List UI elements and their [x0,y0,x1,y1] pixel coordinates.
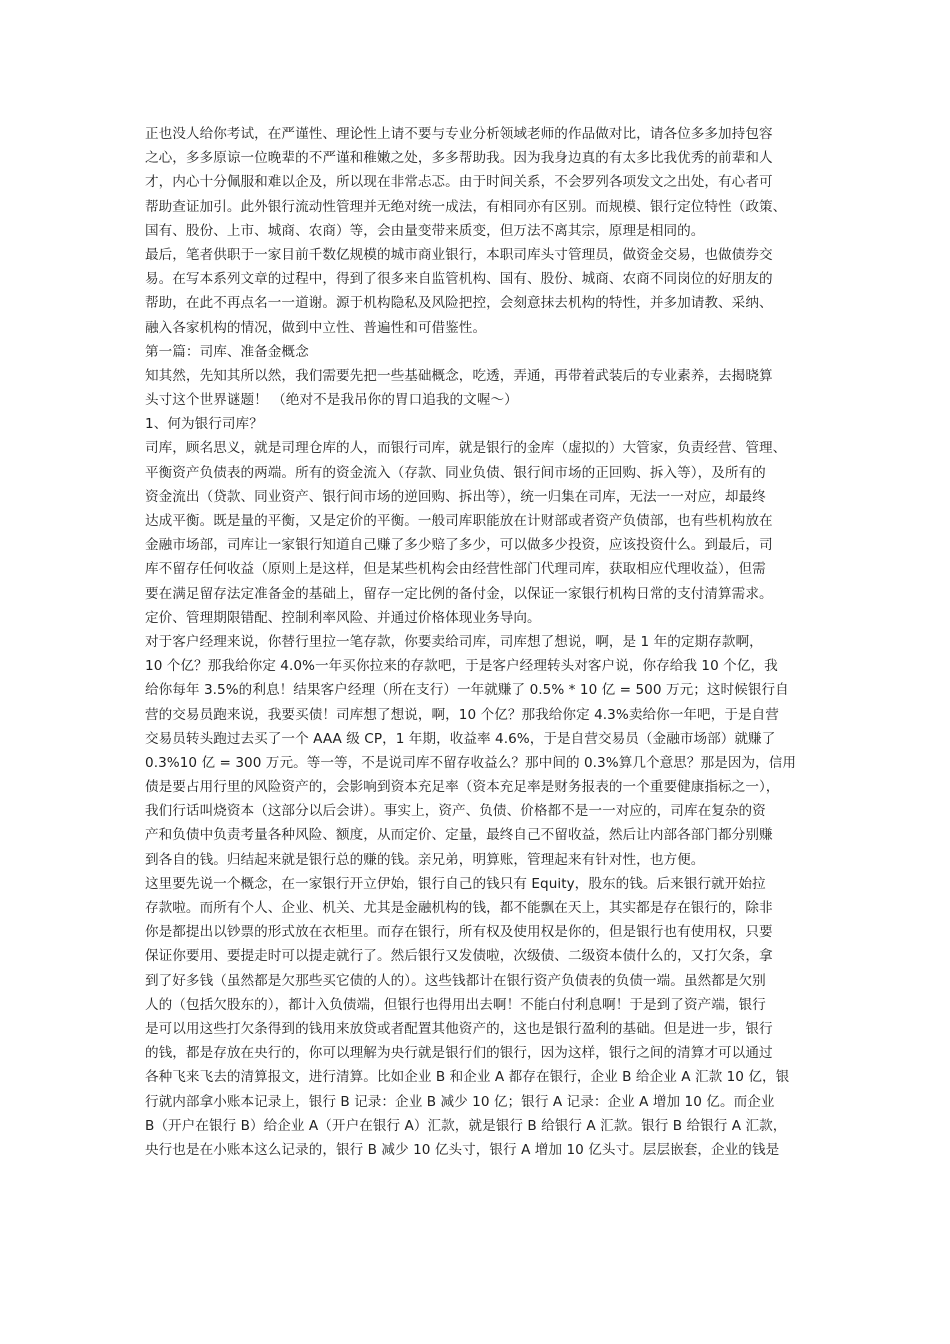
text-line: 帮助查证加引。此外银行流动性管理并无绝对统一成法，有相同亦有区别。而规模、银行定位特性（政策、 [145,198,787,215]
text-line: 债是要占用行里的风险资产的，会影响到资本充足率（资本充足率是财务报表的一个重要健康指标之一）， [145,779,780,796]
text-line: 库不留存任何收益（原则上是这样，但是某些机构会由经营性部门代理司库，获取相应代理收益），但需 [145,561,766,578]
text-line: 定价、管理期限错配、控制利率风险、并通过价格体现业务导向。 [145,609,541,626]
document-body [145,122,815,1162]
text-line: 国有、股份、上市、城商、农商）等，会由量变带来质变，但万法不离其宗，原理是相同的。 [145,222,705,239]
text-line: 最后，笔者供职于一家目前千数亿规模的城市商业银行，本职司库头寸管理员，做资金交易，也做债券交 [145,246,773,263]
text-line: 你是都提出以钞票的形式放在衣柜里。而存在银行，所有权及使用权是你的，但是银行也有使用权，只要 [145,924,773,941]
text-line: 央行也是在小账本这么记录的，银行 B 减少 10 亿头寸，银行 A 增加 10 亿头寸。层层嵌套，企业的钱是 [145,1141,780,1158]
text-line: 司库，顾名思义，就是司理仓库的人，而银行司库，就是银行的金库（虚拟的）大管家，负责经营、管理、 [145,440,787,457]
text-line: 产和负债中负责考量各种风险、额度，从而定价、定量，最终自己不留收益，然后让内部各部门都分别赚 [145,827,773,844]
text-line: 交易员转头跑过去买了一个 AAA 级 CP，1 年期，收益率 4.6%，于是自营交易员（金融市场部）就赚了 [145,730,776,747]
text-line: 融入各家机构的情况，做到中立性、普遍性和可借鉴性。 [145,319,487,336]
text-line: B（开户在银行 B）给企业 A（开户在银行 A）汇款，就是银行 B 给银行 A 汇款。银行 B 给银行 A 汇款， [145,1117,787,1134]
text-line: 帮助，在此不再点名一一道谢。源于机构隐私及风险把控，会刻意抹去机构的特性，并多加请教、采纳、 [145,295,773,312]
text-line: 才，内心十分佩服和难以企及，所以现在非常忐忑。由于时间关系，不会罗列各项发文之出处，有心者可 [145,174,773,191]
text-line: 达成平衡。既是量的平衡，又是定价的平衡。一般司库职能放在计财部或者资产负债部，也有些机构放在 [145,513,773,529]
text-line: 正也没人给你考试，在严谨性、理论性上请不要与专业分析领域老师的作品做对比，请各位多多加持包容 [145,126,773,142]
subsection-heading: 1、何为银行司库？ [145,416,263,433]
text-line: 到了好多钱（虽然都是欠那些买它债的人的）。这些钱都计在银行资产负债表的负债一端。虽然都是欠别 [145,972,766,989]
text-line: 到各自的钱。归结起来就是银行总的赚的钱。亲兄弟，明算账，管理起来有针对性，也方便。 [145,851,705,868]
text-line: 营的交易员跑来说，我要买债！司库想了想说，啊，10 个亿？那我给你定 4.3%卖给你一年吧，于是自营 [145,706,779,723]
text-line: 金融市场部，司库让一家银行知道自己赚了多少赔了多少，可以做多少投资，应该投资什么。到最后，司 [145,537,773,554]
text-line: 的钱，都是存放在央行的，你可以理解为央行就是银行们的银行，因为这样，银行之间的清算才可以通过 [145,1045,773,1062]
section-heading: 第一篇：司库、准备金概念 [145,343,309,360]
text-line: 要在满足留存法定准备金的基础上，留存一定比例的备付金，以保证一家银行机构日常的支付清算需求。 [145,585,773,602]
text-line: 头寸这个世界谜题！ （绝对不是我吊你的胃口追我的文喔～） [145,392,518,409]
text-line: 0.3%10 亿 = 300 万元。等一等，不是说司库不留存收益么？那中间的 0.3%算几个意思？那是因为，信用 [145,754,797,771]
text-line: 保证你要用、要提走时可以提走就行了。然后银行又发债啦，次级债、二级资本债什么的，又打欠条，拿 [145,948,773,965]
text-line: 易。在写本系列文章的过程中，得到了很多来自监管机构、国有、股份、城商、农商不同岗位的好朋友的 [145,271,773,288]
text-line: 知其然，先知其所以然，我们需要先把一些基础概念，吃透，弄通，再带着武装后的专业素养，去揭晓算 [145,367,773,384]
text-line: 给你每年 3.5%的利息！结果客户经理（所在支行）一年就赚了 0.5% * 10 亿 = 500 万元；这时候银行自 [145,682,789,699]
text-line: 资金流出（贷款、同业资产、银行间市场的逆回购、拆出等），统一归集在司库，无法一一对应，却最终 [145,488,766,505]
text-line: 人的（包括欠股东的），都计入负债端，但银行也得用出去啊！不能白付利息啊！于是到了资产端，银行 [145,996,766,1013]
text-line: 平衡资产负债表的两端。所有的资金流入（存款、同业负债、银行间市场的正回购、拆入等），及所有的 [145,464,766,481]
text-line: 是可以用这些打欠条得到的钱用来放贷或者配置其他资产的，这也是银行盈利的基础。但是进一步，银行 [145,1020,773,1037]
text-line: 之心，多多原谅一位晚辈的不严谨和稚嫩之处，多多帮助我。因为我身边真的有太多比我优秀的前辈和人 [145,150,773,167]
text-line: 我们行话叫烧资本（这部分以后会讲）。事实上，资产、负债、价格都不是一一对应的，司库在复杂的资 [145,803,766,820]
text-line: 对于客户经理来说，你替行里拉一笔存款，你要卖给司库，司库想了想说，啊，是 1 年的定期存款啊， [145,633,763,650]
text-line: 行就内部拿小账本记录上，银行 B 记录：企业 B 减少 10 亿；银行 A 记录：企业 A 增加 10 亿。而企业 [145,1093,775,1110]
text-line: 10 个亿？那我给你定 4.0%一年买你拉来的存款吧，于是客户经理转头对客户说，你存给我 10 个亿，我 [145,658,778,675]
text-line: 这里要先说一个概念，在一家银行开立伊始，银行自己的钱只有 Equity，股东的钱。后来银行就开始拉 [145,875,766,892]
text-line: 存款啦。而所有个人、企业、机关、尤其是金融机构的钱，都不能飘在天上，其实都是存在银行的，除非 [145,900,773,916]
text-line: 各种飞来飞去的清算报文，进行清算。比如企业 B 和企业 A 都存在银行，企业 B 给企业 A 汇款 10 亿，银 [145,1069,790,1086]
